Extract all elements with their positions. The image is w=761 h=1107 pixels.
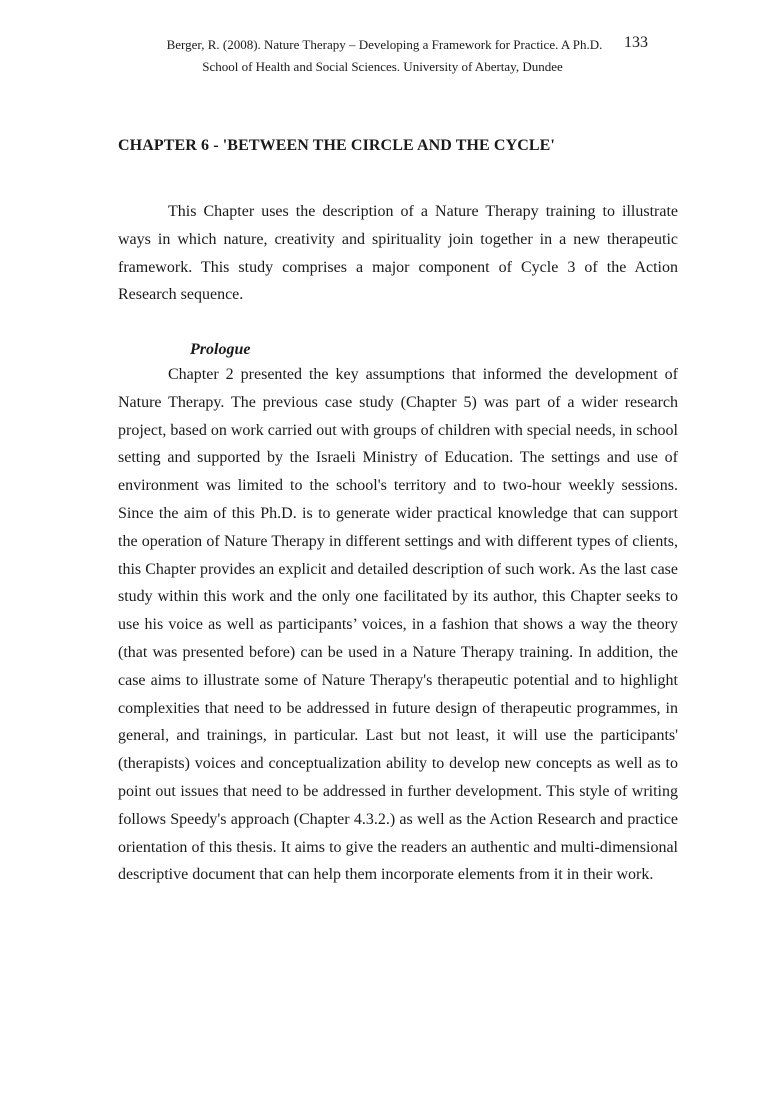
header-institution: School of Health and Social Sciences. University of Abertay, Dundee (202, 59, 563, 74)
intro-paragraph: This Chapter uses the description of a Nature Therapy training to illustrate ways in which nature, creativity and spirituality join together in a new therapeutic framework. This study comprises a major component of Cycle 3 of the Action Research sequence. (118, 203, 678, 304)
prologue-heading: Prologue (190, 341, 251, 358)
page-number: 133 (624, 34, 648, 51)
prologue-paragraph: Chapter 2 presented the key assumptions that informed the development of Nature Therapy. The previous case study (Chapter 5) was part of a wider research project, based on work carried out with groups of children with special needs, in school setting and supported by the Israeli Ministry of Education. The settings and use of environment was limited to the school's territory and to two-hour weekly sessions. Since the aim of this Ph.D. is to generate wider practical knowledge that can support the operation of Nature Therapy in different settings and with different types of clients, this Chapter provides an explicit and detailed description of such work. As the last case study within this work and the only one facilitated by its author, this Chapter seeks to use his voice as well as participants’ voices, in a fashion that shows a way the theory (that was presented before) can be used in a Nature Therapy training. In addition, the case aims to illustrate some of Nature Therapy's therapeutic potential and to highlight complexities that need to be addressed in future design of therapeutic programmes, in general, and trainings, in particular. Last but not least, it will use the participants' (therapists) voices and conceptualization ability to develop new concepts as well as to point out issues that need to be addressed in further development. This style of writing follows Speedy's approach (Chapter 4.3.2.) as well as the Action Research and practice orientation of this thesis. It aims to give the readers an authentic and multi-dimensional descriptive document that can help them incorporate elements from it in their work. (118, 366, 678, 884)
chapter-title: CHAPTER 6 - 'BETWEEN THE CIRCLE AND THE CYCLE' (118, 137, 555, 154)
prologue-section (118, 361, 678, 889)
header-citation: Berger, R. (2008). Nature Therapy – Developing a Framework for Practice. A Ph.D. (166, 37, 603, 52)
intro-section (118, 198, 678, 309)
